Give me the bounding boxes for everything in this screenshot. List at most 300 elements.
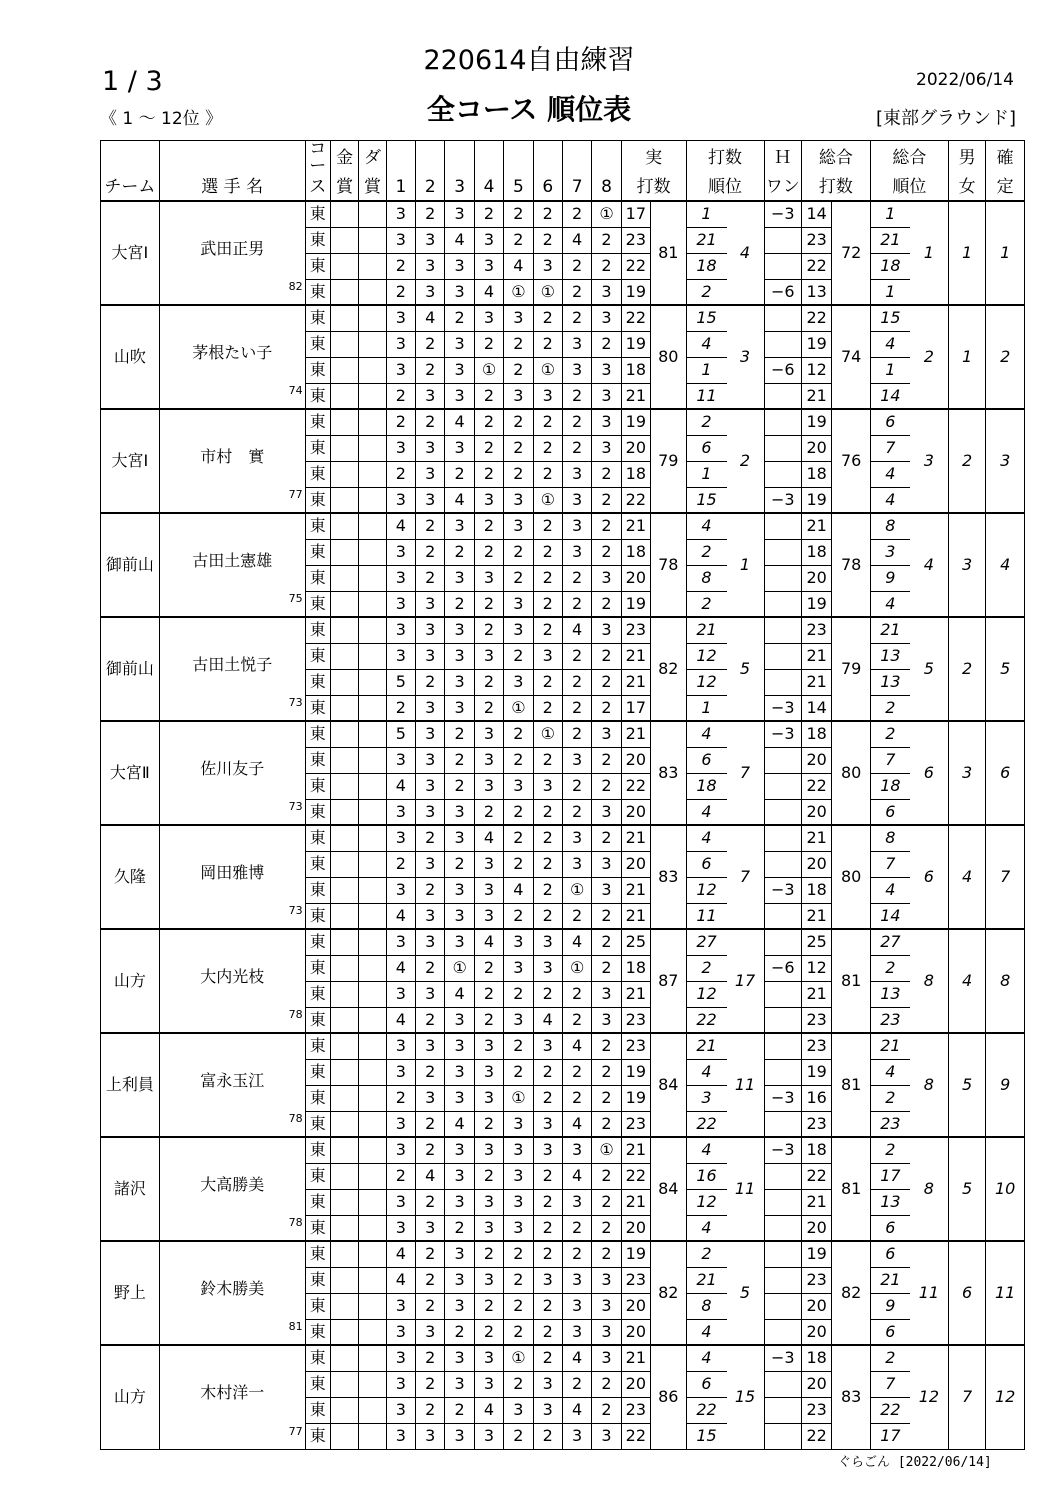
col-hole-6: 6 — [533, 175, 562, 201]
footer-credit: ぐらごん [2022/06/14] — [838, 1455, 992, 1470]
hole-score: 2 — [445, 721, 474, 747]
hole-score: 2 — [562, 1007, 591, 1033]
hole-score: 3 — [592, 1345, 621, 1371]
hole-score: 3 — [562, 825, 591, 851]
hole-score: 3 — [416, 591, 445, 617]
adjusted-sum: 23 — [801, 227, 831, 253]
hole-score: 2 — [474, 981, 503, 1007]
da-cell — [359, 929, 386, 955]
da-cell — [359, 1033, 386, 1059]
hole-score: 3 — [533, 1397, 562, 1423]
hole-score: 3 — [445, 1371, 474, 1397]
hole-score: 4 — [562, 1163, 591, 1189]
col-hole-4: 4 — [474, 175, 503, 201]
final-rank: 11 — [986, 1241, 1025, 1345]
adjusted-sum: 20 — [801, 799, 831, 825]
adjusted-sum: 20 — [801, 851, 831, 877]
hole-score: 3 — [504, 955, 533, 981]
adjusted-rank: 15 — [870, 305, 910, 331]
round-rank: 12 — [686, 981, 727, 1007]
adjusted-rank: 13 — [870, 1189, 910, 1215]
hole-score: 3 — [445, 357, 474, 383]
hole-score: 3 — [474, 877, 503, 903]
hole-score: ① — [533, 357, 562, 383]
hole-score: 3 — [592, 409, 621, 435]
gold-cell — [330, 253, 358, 279]
hole-score: 2 — [592, 1371, 621, 1397]
da-cell — [359, 513, 386, 539]
hole-in-one-adj — [764, 1241, 801, 1267]
hole-score: 2 — [474, 435, 503, 461]
hole-in-one-adj — [764, 539, 801, 565]
hole-in-one-adj — [764, 1371, 801, 1397]
total-strokes: 83 — [832, 1345, 871, 1449]
hole-score: 4 — [562, 929, 591, 955]
course-cell: 東 — [305, 305, 330, 331]
round-sum: 20 — [621, 747, 650, 773]
da-cell — [359, 1267, 386, 1293]
hole-score: 3 — [533, 1267, 562, 1293]
hole-score: 2 — [445, 851, 474, 877]
col-hole-7: 7 — [562, 175, 591, 201]
da-cell — [359, 253, 386, 279]
da-cell — [359, 383, 386, 409]
adjusted-sum: 21 — [801, 643, 831, 669]
col-hole-2: 2 — [416, 175, 445, 201]
stroke-rank: 7 — [727, 825, 764, 929]
da-cell — [359, 591, 386, 617]
hole-score: ① — [592, 1137, 621, 1163]
hole-score: 3 — [474, 1137, 503, 1163]
hole-score: 2 — [533, 1189, 562, 1215]
course-cell: 東 — [305, 851, 330, 877]
overall-rank: 8 — [910, 929, 949, 1033]
hole-score: 3 — [504, 591, 533, 617]
hole-score: 2 — [504, 435, 533, 461]
da-cell — [359, 487, 386, 513]
adjusted-sum: 18 — [801, 877, 831, 903]
hole-score: 2 — [562, 279, 591, 305]
adjusted-sum: 23 — [801, 1007, 831, 1033]
hole-score: 2 — [416, 1007, 445, 1033]
hole-score: 3 — [592, 799, 621, 825]
gold-cell — [330, 1085, 358, 1111]
ranking-body — [101, 201, 1025, 1449]
hole-score: 2 — [386, 851, 415, 877]
hole-in-one-adj — [764, 981, 801, 1007]
team-cell: 山方 — [101, 929, 160, 1033]
player-name-cell — [159, 721, 305, 825]
gold-cell — [330, 929, 358, 955]
adjusted-sum: 20 — [801, 1215, 831, 1241]
player-age: 73 — [288, 904, 303, 917]
hole-score: 2 — [533, 747, 562, 773]
hole-score: 2 — [504, 357, 533, 383]
hole-score: 2 — [533, 513, 562, 539]
course-cell: 東 — [305, 929, 330, 955]
round-rank: 1 — [686, 201, 727, 227]
adjusted-sum: 12 — [801, 357, 831, 383]
hole-score: 2 — [562, 435, 591, 461]
round-sum: 23 — [621, 1111, 650, 1137]
hole-score: 3 — [416, 617, 445, 643]
col-hole-1: 1 — [386, 175, 415, 201]
stroke-rank: 4 — [727, 201, 764, 305]
page-title: 220614自由練習 — [423, 45, 635, 76]
round-sum: 21 — [621, 643, 650, 669]
hole-score: 3 — [386, 1345, 415, 1371]
course-cell: 東 — [305, 773, 330, 799]
hole-score: 3 — [474, 253, 503, 279]
total-strokes: 81 — [832, 929, 871, 1033]
hole-score: 3 — [474, 305, 503, 331]
hole-score: 3 — [562, 747, 591, 773]
adjusted-rank: 14 — [870, 903, 910, 929]
adjusted-rank: 9 — [870, 565, 910, 591]
hole-score: 3 — [416, 435, 445, 461]
hole-in-one-adj — [764, 435, 801, 461]
col-hio: Ｈ — [764, 141, 801, 176]
hole-score: 3 — [592, 981, 621, 1007]
player-age: 77 — [288, 488, 303, 501]
hole-score: 3 — [416, 903, 445, 929]
hole-score: 2 — [562, 565, 591, 591]
hole-score: 3 — [562, 1423, 591, 1449]
round-sum: 17 — [621, 695, 650, 721]
player-age: 82 — [288, 280, 303, 293]
table-row — [101, 1345, 1025, 1371]
round-sum: 20 — [621, 799, 650, 825]
round-rank: 4 — [686, 1319, 727, 1345]
stroke-rank: 5 — [727, 1241, 764, 1345]
hole-score: 2 — [416, 1111, 445, 1137]
course-cell: 東 — [305, 279, 330, 305]
hole-score: 3 — [504, 513, 533, 539]
gold-cell — [330, 1111, 358, 1137]
round-sum: 18 — [621, 357, 650, 383]
player-name-cell — [159, 825, 305, 929]
adjusted-sum: 12 — [801, 955, 831, 981]
hole-score: 3 — [416, 851, 445, 877]
hole-in-one-adj — [764, 1007, 801, 1033]
hole-score: 2 — [562, 1241, 591, 1267]
round-sum: 21 — [621, 903, 650, 929]
hole-score: 2 — [533, 591, 562, 617]
gold-cell — [330, 1371, 358, 1397]
stroke-rank: 5 — [727, 617, 764, 721]
da-cell — [359, 435, 386, 461]
hole-score: 3 — [445, 1059, 474, 1085]
da-cell — [359, 669, 386, 695]
hole-score: 3 — [533, 773, 562, 799]
table-row — [101, 409, 1025, 435]
hole-score: 3 — [592, 565, 621, 591]
da-cell — [359, 565, 386, 591]
gender-rank: 2 — [948, 617, 985, 721]
table-row — [101, 1137, 1025, 1163]
course-cell: 東 — [305, 487, 330, 513]
player-name: 古田土憲雄 — [192, 551, 273, 570]
round-rank: 3 — [686, 1085, 727, 1111]
total-strokes: 80 — [832, 825, 871, 929]
hole-score: 3 — [533, 383, 562, 409]
hole-score: 2 — [504, 227, 533, 253]
course-cell: 東 — [305, 435, 330, 461]
total-strokes: 81 — [832, 1033, 871, 1137]
hole-score: 3 — [504, 383, 533, 409]
hole-score: 2 — [445, 773, 474, 799]
gold-cell — [330, 1033, 358, 1059]
round-sum: 21 — [621, 721, 650, 747]
course-cell: 東 — [305, 1007, 330, 1033]
course-cell: 東 — [305, 903, 330, 929]
player-name-cell — [159, 1033, 305, 1137]
team-cell: 大宮Ⅰ — [101, 201, 160, 305]
gold-cell — [330, 851, 358, 877]
round-sum: 20 — [621, 1293, 650, 1319]
hole-in-one-adj: −3 — [764, 1085, 801, 1111]
hole-score: 2 — [416, 825, 445, 851]
course-cell: 東 — [305, 1085, 330, 1111]
hole-score: 2 — [504, 539, 533, 565]
hole-score: 2 — [445, 539, 474, 565]
actual-strokes: 83 — [651, 825, 686, 929]
hole-score: 3 — [386, 877, 415, 903]
round-rank: 8 — [686, 1293, 727, 1319]
player-name: 佐川友子 — [200, 759, 265, 778]
team-cell: 上利員 — [101, 1033, 160, 1137]
hole-score: 4 — [386, 513, 415, 539]
hole-score: 2 — [592, 591, 621, 617]
adjusted-sum: 19 — [801, 487, 831, 513]
round-sum: 19 — [621, 591, 650, 617]
round-rank: 18 — [686, 773, 727, 799]
hole-score: 4 — [386, 955, 415, 981]
adjusted-sum: 23 — [801, 1111, 831, 1137]
hole-score: 3 — [445, 331, 474, 357]
course-cell: 東 — [305, 1215, 330, 1241]
course-cell: 東 — [305, 1033, 330, 1059]
hole-score: 3 — [562, 539, 591, 565]
da-cell — [359, 1397, 386, 1423]
gold-cell — [330, 955, 358, 981]
hole-in-one-adj — [764, 747, 801, 773]
overall-rank: 6 — [910, 825, 949, 929]
adjusted-sum: 13 — [801, 279, 831, 305]
round-sum: 20 — [621, 851, 650, 877]
gold-cell — [330, 981, 358, 1007]
hole-score: 2 — [504, 1293, 533, 1319]
hole-score: 2 — [504, 1267, 533, 1293]
hole-score: 2 — [533, 227, 562, 253]
round-rank: 16 — [686, 1163, 727, 1189]
table-row — [101, 929, 1025, 955]
adjusted-rank: 23 — [870, 1007, 910, 1033]
hole-score: 2 — [592, 669, 621, 695]
adjusted-sum: 19 — [801, 331, 831, 357]
hole-score: 2 — [474, 1163, 503, 1189]
adjusted-rank: 18 — [870, 253, 910, 279]
adjusted-rank: 6 — [870, 799, 910, 825]
round-sum: 19 — [621, 1059, 650, 1085]
hole-score: 2 — [474, 669, 503, 695]
stroke-rank: 15 — [727, 1345, 764, 1449]
hole-score: 3 — [562, 1137, 591, 1163]
gold-cell — [330, 383, 358, 409]
gold-cell — [330, 1241, 358, 1267]
hole-score: ① — [592, 201, 621, 227]
adjusted-sum: 18 — [801, 461, 831, 487]
hole-score: 4 — [386, 903, 415, 929]
col-gender: 男 — [948, 141, 985, 176]
hole-score: 3 — [386, 435, 415, 461]
hole-score: 2 — [504, 1423, 533, 1449]
hole-score: 2 — [533, 1319, 562, 1345]
hole-score: 2 — [592, 461, 621, 487]
hole-score: 3 — [533, 1371, 562, 1397]
hole-score: 3 — [386, 1423, 415, 1449]
course-cell: 東 — [305, 981, 330, 1007]
round-sum: 21 — [621, 1345, 650, 1371]
actual-strokes: 84 — [651, 1137, 686, 1241]
hole-score: 2 — [592, 1111, 621, 1137]
da-cell — [359, 1163, 386, 1189]
da-cell — [359, 201, 386, 227]
hole-score: 4 — [504, 877, 533, 903]
course-cell: 東 — [305, 357, 330, 383]
adjusted-rank: 13 — [870, 981, 910, 1007]
player-name: 鈴木勝美 — [200, 1279, 265, 1298]
hole-score: 3 — [416, 643, 445, 669]
round-rank: 27 — [686, 929, 727, 955]
round-rank: 1 — [686, 461, 727, 487]
stroke-rank: 2 — [727, 409, 764, 513]
hole-score: 2 — [592, 1059, 621, 1085]
gender-rank: 5 — [948, 1137, 985, 1241]
da-cell — [359, 877, 386, 903]
course-cell: 東 — [305, 1163, 330, 1189]
hole-score: 3 — [416, 1215, 445, 1241]
hole-score: 2 — [445, 747, 474, 773]
total-strokes: 74 — [832, 305, 871, 409]
col-final: 確 — [986, 141, 1025, 176]
hole-score: 4 — [562, 1397, 591, 1423]
hole-score: 2 — [416, 955, 445, 981]
adjusted-sum: 23 — [801, 617, 831, 643]
course-cell: 東 — [305, 1059, 330, 1085]
final-rank: 9 — [986, 1033, 1025, 1137]
gold-cell — [330, 1007, 358, 1033]
round-sum: 19 — [621, 1085, 650, 1111]
course-cell: 東 — [305, 1345, 330, 1371]
hole-score: 3 — [504, 1111, 533, 1137]
gold-cell — [330, 617, 358, 643]
hole-score: 3 — [592, 383, 621, 409]
hole-score: 3 — [592, 279, 621, 305]
adjusted-rank: 2 — [870, 955, 910, 981]
hole-score: 4 — [445, 227, 474, 253]
round-sum: 22 — [621, 773, 650, 799]
final-rank: 2 — [986, 305, 1025, 409]
hole-score: 2 — [592, 331, 621, 357]
hole-score: 3 — [504, 487, 533, 513]
adjusted-rank: 22 — [870, 1397, 910, 1423]
hole-score: 3 — [416, 1319, 445, 1345]
round-sum: 25 — [621, 929, 650, 955]
adjusted-rank: 4 — [870, 487, 910, 513]
adjusted-sum: 21 — [801, 825, 831, 851]
hole-score: 3 — [504, 617, 533, 643]
gold-cell — [330, 487, 358, 513]
round-rank: 4 — [686, 1059, 727, 1085]
round-rank: 2 — [686, 1241, 727, 1267]
da-cell — [359, 357, 386, 383]
course-cell: 東 — [305, 565, 330, 591]
col-da: ダ — [359, 141, 386, 176]
player-name-cell — [159, 513, 305, 617]
hole-in-one-adj — [764, 1163, 801, 1189]
hole-score: 2 — [416, 1241, 445, 1267]
da-cell — [359, 305, 386, 331]
player-age: 74 — [288, 384, 303, 397]
da-cell — [359, 409, 386, 435]
actual-strokes: 82 — [651, 617, 686, 721]
hole-in-one-adj — [764, 1033, 801, 1059]
hole-score: 3 — [386, 1371, 415, 1397]
adjusted-rank: 27 — [870, 929, 910, 955]
hole-score: 2 — [533, 435, 562, 461]
hole-score: 3 — [445, 669, 474, 695]
hole-score: 2 — [533, 409, 562, 435]
adjusted-rank: 13 — [870, 643, 910, 669]
round-sum: 23 — [621, 617, 650, 643]
team-cell: 野上 — [101, 1241, 160, 1345]
hole-in-one-adj — [764, 305, 801, 331]
hole-score: 2 — [533, 617, 562, 643]
da-cell — [359, 1319, 386, 1345]
adjusted-sum: 21 — [801, 1189, 831, 1215]
gender-rank: 7 — [948, 1345, 985, 1449]
gold-cell — [330, 1397, 358, 1423]
hole-score: 2 — [504, 409, 533, 435]
hole-score: 2 — [533, 1345, 562, 1371]
hole-in-one-adj — [764, 1319, 801, 1345]
total-strokes: 79 — [832, 617, 871, 721]
actual-strokes: 82 — [651, 1241, 686, 1345]
hole-in-one-adj — [764, 669, 801, 695]
hole-score: 3 — [386, 747, 415, 773]
hole-score: 2 — [504, 721, 533, 747]
hole-score: 2 — [562, 721, 591, 747]
hole-score: 3 — [416, 981, 445, 1007]
round-rank: 21 — [686, 617, 727, 643]
da-cell — [359, 799, 386, 825]
hole-score: ① — [504, 1345, 533, 1371]
adjusted-sum: 21 — [801, 383, 831, 409]
round-rank: 11 — [686, 383, 727, 409]
gender-rank: 1 — [948, 201, 985, 305]
hole-score: 3 — [416, 279, 445, 305]
overall-rank: 8 — [910, 1033, 949, 1137]
hole-score: 3 — [445, 929, 474, 955]
hole-score: 3 — [386, 1059, 415, 1085]
adjusted-rank: 17 — [870, 1163, 910, 1189]
course-cell: 東 — [305, 799, 330, 825]
gold-cell — [330, 331, 358, 357]
adjusted-sum: 19 — [801, 591, 831, 617]
da-cell — [359, 331, 386, 357]
gold-cell — [330, 305, 358, 331]
